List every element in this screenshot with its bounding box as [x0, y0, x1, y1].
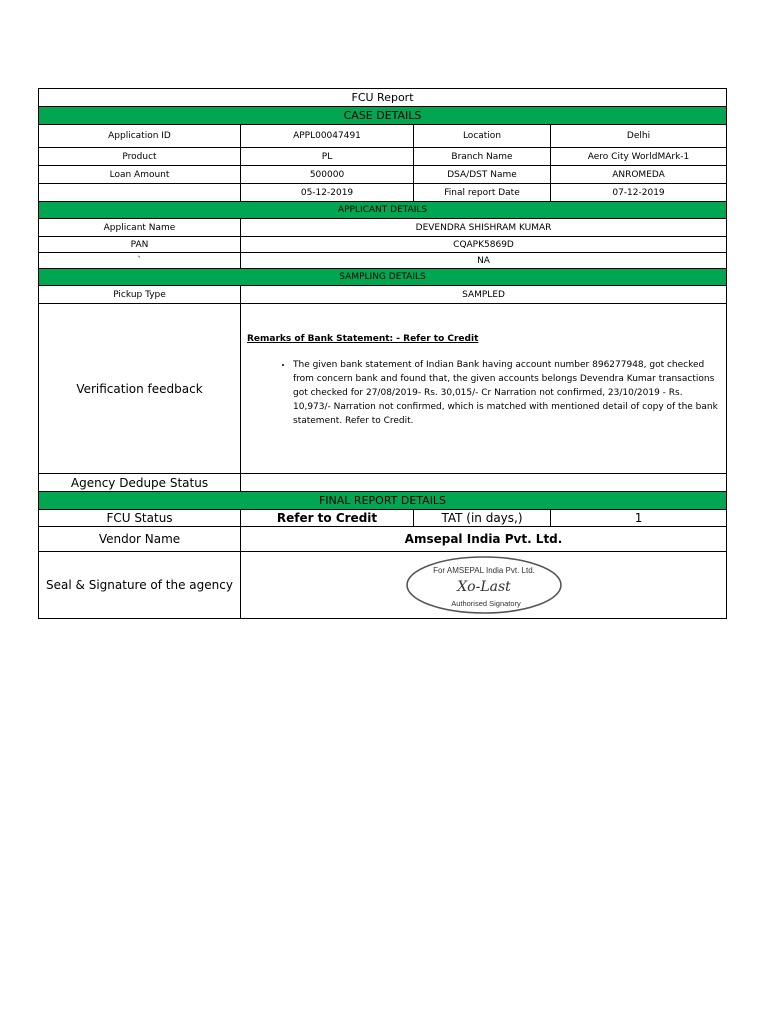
product-value: PL	[241, 148, 414, 166]
remarks-title: Remarks of Bank Statement: - Refer to Credit	[247, 334, 479, 344]
final-report-date-label: Final report Date	[414, 184, 551, 202]
section-case-details: CASE DETAILS	[39, 107, 727, 125]
applicant-name-value: DEVENDRA SHISHRAM KUMAR	[241, 219, 727, 237]
location-value: Delhi	[551, 125, 727, 148]
agency-dedupe-value	[241, 474, 727, 492]
loan-amount-value: 500000	[241, 166, 414, 184]
application-id-value: APPL00047491	[241, 125, 414, 148]
branch-value: Aero City WorldMArk-1	[551, 148, 727, 166]
branch-label: Branch Name	[414, 148, 551, 166]
verification-feedback-label: Verification feedback	[39, 304, 241, 474]
initiation-date-value: 05-12-2019	[241, 184, 414, 202]
blank-label-cell	[39, 184, 241, 202]
product-label: Product	[39, 148, 241, 166]
vendor-name-label: Vendor Name	[39, 527, 241, 552]
pickup-type-value: SAMPLED	[241, 286, 727, 304]
other-value: NA	[241, 253, 727, 269]
final-report-date-value: 07-12-2019	[551, 184, 727, 202]
report-title: FCU Report	[39, 89, 727, 107]
pan-value: CQAPK5869D	[241, 237, 727, 253]
seal-signature-cell	[241, 552, 727, 619]
agency-dedupe-label: Agency Dedupe Status	[39, 474, 241, 492]
fcu-report-table	[38, 88, 727, 619]
vendor-name-value: Amsepal India Pvt. Ltd.	[241, 527, 727, 552]
loan-amount-label: Loan Amount	[39, 166, 241, 184]
agency-seal-stamp	[404, 554, 564, 616]
stamp-signature-text: Xo-Last	[456, 579, 511, 595]
seal-signature-label: Seal & Signature of the agency	[39, 552, 241, 619]
remarks-item: • The given bank statement of Indian Bank having account number 896277948, got checked from concern bank and found that, the given accounts belongs Devendra Kumar transactions got checked for 27/08/2019- Rs. 30,015/- Cr Narration not confirmed, 23/10/2019 - Rs. 10,973/- Narration not confirmed, which is matched with mentioned detail of copy of the bank statement. Refer to Credit.	[293, 358, 718, 428]
section-sampling-details: SAMPLING DETAILS	[39, 269, 727, 286]
dsa-label: DSA/DST Name	[414, 166, 551, 184]
fcu-status-value: Refer to Credit	[241, 510, 414, 527]
other-label: `	[39, 253, 241, 269]
remarks-list	[247, 358, 718, 428]
verification-remarks	[241, 304, 727, 474]
application-id-label: Application ID	[39, 125, 241, 148]
stamp-company-text: For AMSEPAL India Pvt. Ltd.	[432, 566, 535, 575]
tat-label: TAT (in days,)	[414, 510, 551, 527]
tat-value: 1	[551, 510, 727, 527]
section-final-report-details: FINAL REPORT DETAILS	[39, 492, 727, 510]
fcu-report-sheet	[38, 88, 726, 619]
stamp-role-text: Authorised Signatory	[450, 599, 521, 608]
dsa-value: ANROMEDA	[551, 166, 727, 184]
fcu-status-label: FCU Status	[39, 510, 241, 527]
section-applicant-details: APPLICANT DETAILS	[39, 202, 727, 219]
pan-label: PAN	[39, 237, 241, 253]
pickup-type-label: Pickup Type	[39, 286, 241, 304]
location-label: Location	[414, 125, 551, 148]
applicant-name-label: Applicant Name	[39, 219, 241, 237]
